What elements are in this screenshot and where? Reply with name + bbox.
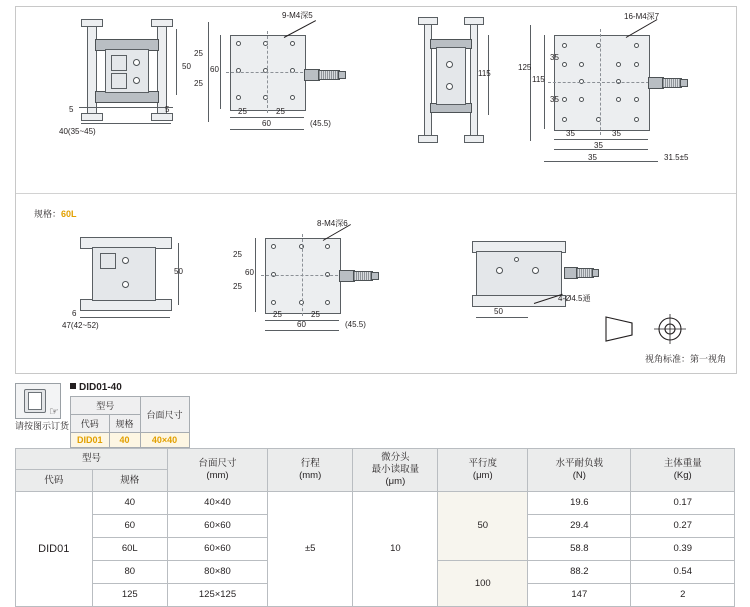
dim-25-h: 25 <box>311 310 320 319</box>
dim-35-d: 35 <box>612 129 621 138</box>
dim-60-left: 60 <box>210 65 219 74</box>
dim-50-left: 50 <box>182 62 191 71</box>
drawing-panel <box>15 6 737 374</box>
note-16-m4: 16-M4深7 <box>624 12 660 21</box>
th-spec: 规格 <box>92 470 167 491</box>
dim-115-side: 115 <box>478 69 491 78</box>
th-micrometer-unit: (μm) <box>385 475 406 487</box>
view-standard-note: 视角标准：第一视角 <box>644 354 726 364</box>
th-weight <box>631 449 735 492</box>
drawing-view-side-60l <box>62 225 184 335</box>
drawing-view-plan-60 <box>194 11 366 142</box>
order-title <box>70 382 122 393</box>
th-parallelism <box>438 449 528 492</box>
dim-115-bottom: 35 <box>594 141 603 150</box>
drawing-view-side-125 <box>416 17 496 147</box>
order-note: 请按图示订货 <box>15 421 70 431</box>
order-subheader-spec: 规格 <box>109 415 140 433</box>
cell-weight: 0.39 <box>631 537 735 560</box>
cell-load: 147 <box>528 583 631 606</box>
cell-load: 58.8 <box>528 537 631 560</box>
dim-45-5: (45.5) <box>310 119 331 128</box>
order-value-size: 40×40 <box>140 433 189 448</box>
th-table-size <box>167 449 267 492</box>
spec-60l-label <box>34 207 77 220</box>
dim-47-60l: 47(42~52) <box>62 321 99 330</box>
cell-spec: 40 <box>92 491 167 514</box>
order-subheader-code: 代码 <box>71 415 110 433</box>
order-header-model: 型号 <box>71 397 141 415</box>
cell-size: 40×40 <box>167 491 267 514</box>
dim-25-g: 25 <box>273 310 282 319</box>
th-weight-unit: (Kg) <box>673 469 692 481</box>
dim-25-a: 25 <box>238 107 247 116</box>
cell-size: 60×60 <box>167 514 267 537</box>
dim-125-plan-left: 125 <box>518 63 532 72</box>
dim-25-d: 25 <box>194 79 203 88</box>
th-parallelism-unit: (μm) <box>472 469 493 481</box>
th-load <box>528 449 631 492</box>
cell-travel: ±5 <box>268 491 353 606</box>
dim-50-front: 50 <box>494 307 503 316</box>
cell-size: 125×125 <box>167 583 267 606</box>
cell-weight: 2 <box>631 583 735 606</box>
dim-35-a: 35 <box>550 53 559 62</box>
dim-60-bottom: 60 <box>262 119 271 128</box>
dim-25-e: 25 <box>233 250 242 259</box>
th-parallelism-label: 平行度 <box>468 457 498 469</box>
cell-spec: 80 <box>92 560 167 583</box>
dim-left-5b: 5 <box>165 105 170 114</box>
th-travel <box>268 449 353 492</box>
dim-35-b: 35 <box>550 95 559 104</box>
dim-left-40: 40(35~45) <box>59 127 96 136</box>
cell-parallel-50: 50 <box>438 491 528 560</box>
dim-25-b: 25 <box>276 107 285 116</box>
cell-weight: 0.27 <box>631 514 735 537</box>
th-load-unit: (N) <box>572 469 586 481</box>
order-table <box>70 396 190 448</box>
dim-35-c: 35 <box>566 129 575 138</box>
th-micrometer-label1: 微分头 <box>381 452 410 463</box>
cell-load: 88.2 <box>528 560 631 583</box>
pointer-hand-icon: ☞ <box>49 406 59 418</box>
th-micrometer <box>353 449 438 492</box>
order-block <box>15 382 265 445</box>
cell-load: 29.4 <box>528 514 631 537</box>
th-table-size-label: 台面尺寸 <box>198 457 237 469</box>
drawing-view-plan-60l <box>231 219 401 332</box>
order-value-spec: 40 <box>109 433 140 448</box>
dim-115-plan: 115 <box>532 75 545 84</box>
cell-size: 60×60 <box>167 537 267 560</box>
panel-divider <box>16 193 736 194</box>
order-title-text: DID01-40 <box>79 382 122 393</box>
note-8-m4: 8-M4深6 <box>317 219 348 228</box>
spec-label-text: 规格： <box>34 209 62 219</box>
th-code: 代码 <box>16 470 93 491</box>
cell-micrometer: 10 <box>353 491 438 606</box>
th-micrometer-label2: 最小读取量 <box>371 463 420 475</box>
dim-31-5: 31.5±5 <box>664 153 689 162</box>
dim-60-60l-bottom: 60 <box>297 320 306 329</box>
cell-size: 80×80 <box>167 560 267 583</box>
dim-left-5a: 5 <box>69 105 74 114</box>
cell-weight: 0.54 <box>631 560 735 583</box>
th-travel-label: 行程 <box>300 457 320 469</box>
dim-25-c: 25 <box>194 49 203 58</box>
dim-125-bottom: 35 <box>588 153 597 162</box>
cell-load: 19.6 <box>528 491 631 514</box>
order-value-code: DID01 <box>71 433 110 448</box>
drawing-view-front-60l <box>456 235 616 335</box>
note-9-m4: 9-M4深5 <box>282 11 313 20</box>
dim-45-5-60l: (45.5) <box>345 320 366 329</box>
dim-25-f: 25 <box>233 282 242 291</box>
projection-symbol <box>598 311 718 345</box>
drawing-view-side-40 <box>59 17 181 137</box>
note-4-d45: 4-Ø4.5通 <box>558 294 591 303</box>
cell-parallel-100: 100 <box>438 560 528 606</box>
order-header-size: 台面尺寸 <box>140 397 189 433</box>
dim-50-60l: 50 <box>174 267 183 276</box>
cell-code: DID01 <box>16 491 93 606</box>
th-model: 型号 <box>16 449 168 470</box>
spec-label-value: 60L <box>61 209 77 219</box>
spec-table <box>15 448 735 607</box>
cell-spec: 125 <box>92 583 167 606</box>
th-weight-label: 主体重量 <box>663 457 702 469</box>
dim-60-60l-left: 60 <box>245 268 254 277</box>
th-table-size-unit: (mm) <box>206 469 229 481</box>
cell-spec: 60 <box>92 514 167 537</box>
th-load-label: 水平耐负载 <box>555 457 604 469</box>
cell-weight: 0.17 <box>631 491 735 514</box>
drawing-view-plan-125 <box>516 12 721 170</box>
cell-spec: 60L <box>92 537 167 560</box>
dim-6-60l: 6 <box>72 309 77 318</box>
th-travel-unit: (mm) <box>299 469 322 481</box>
table-row <box>16 491 735 514</box>
